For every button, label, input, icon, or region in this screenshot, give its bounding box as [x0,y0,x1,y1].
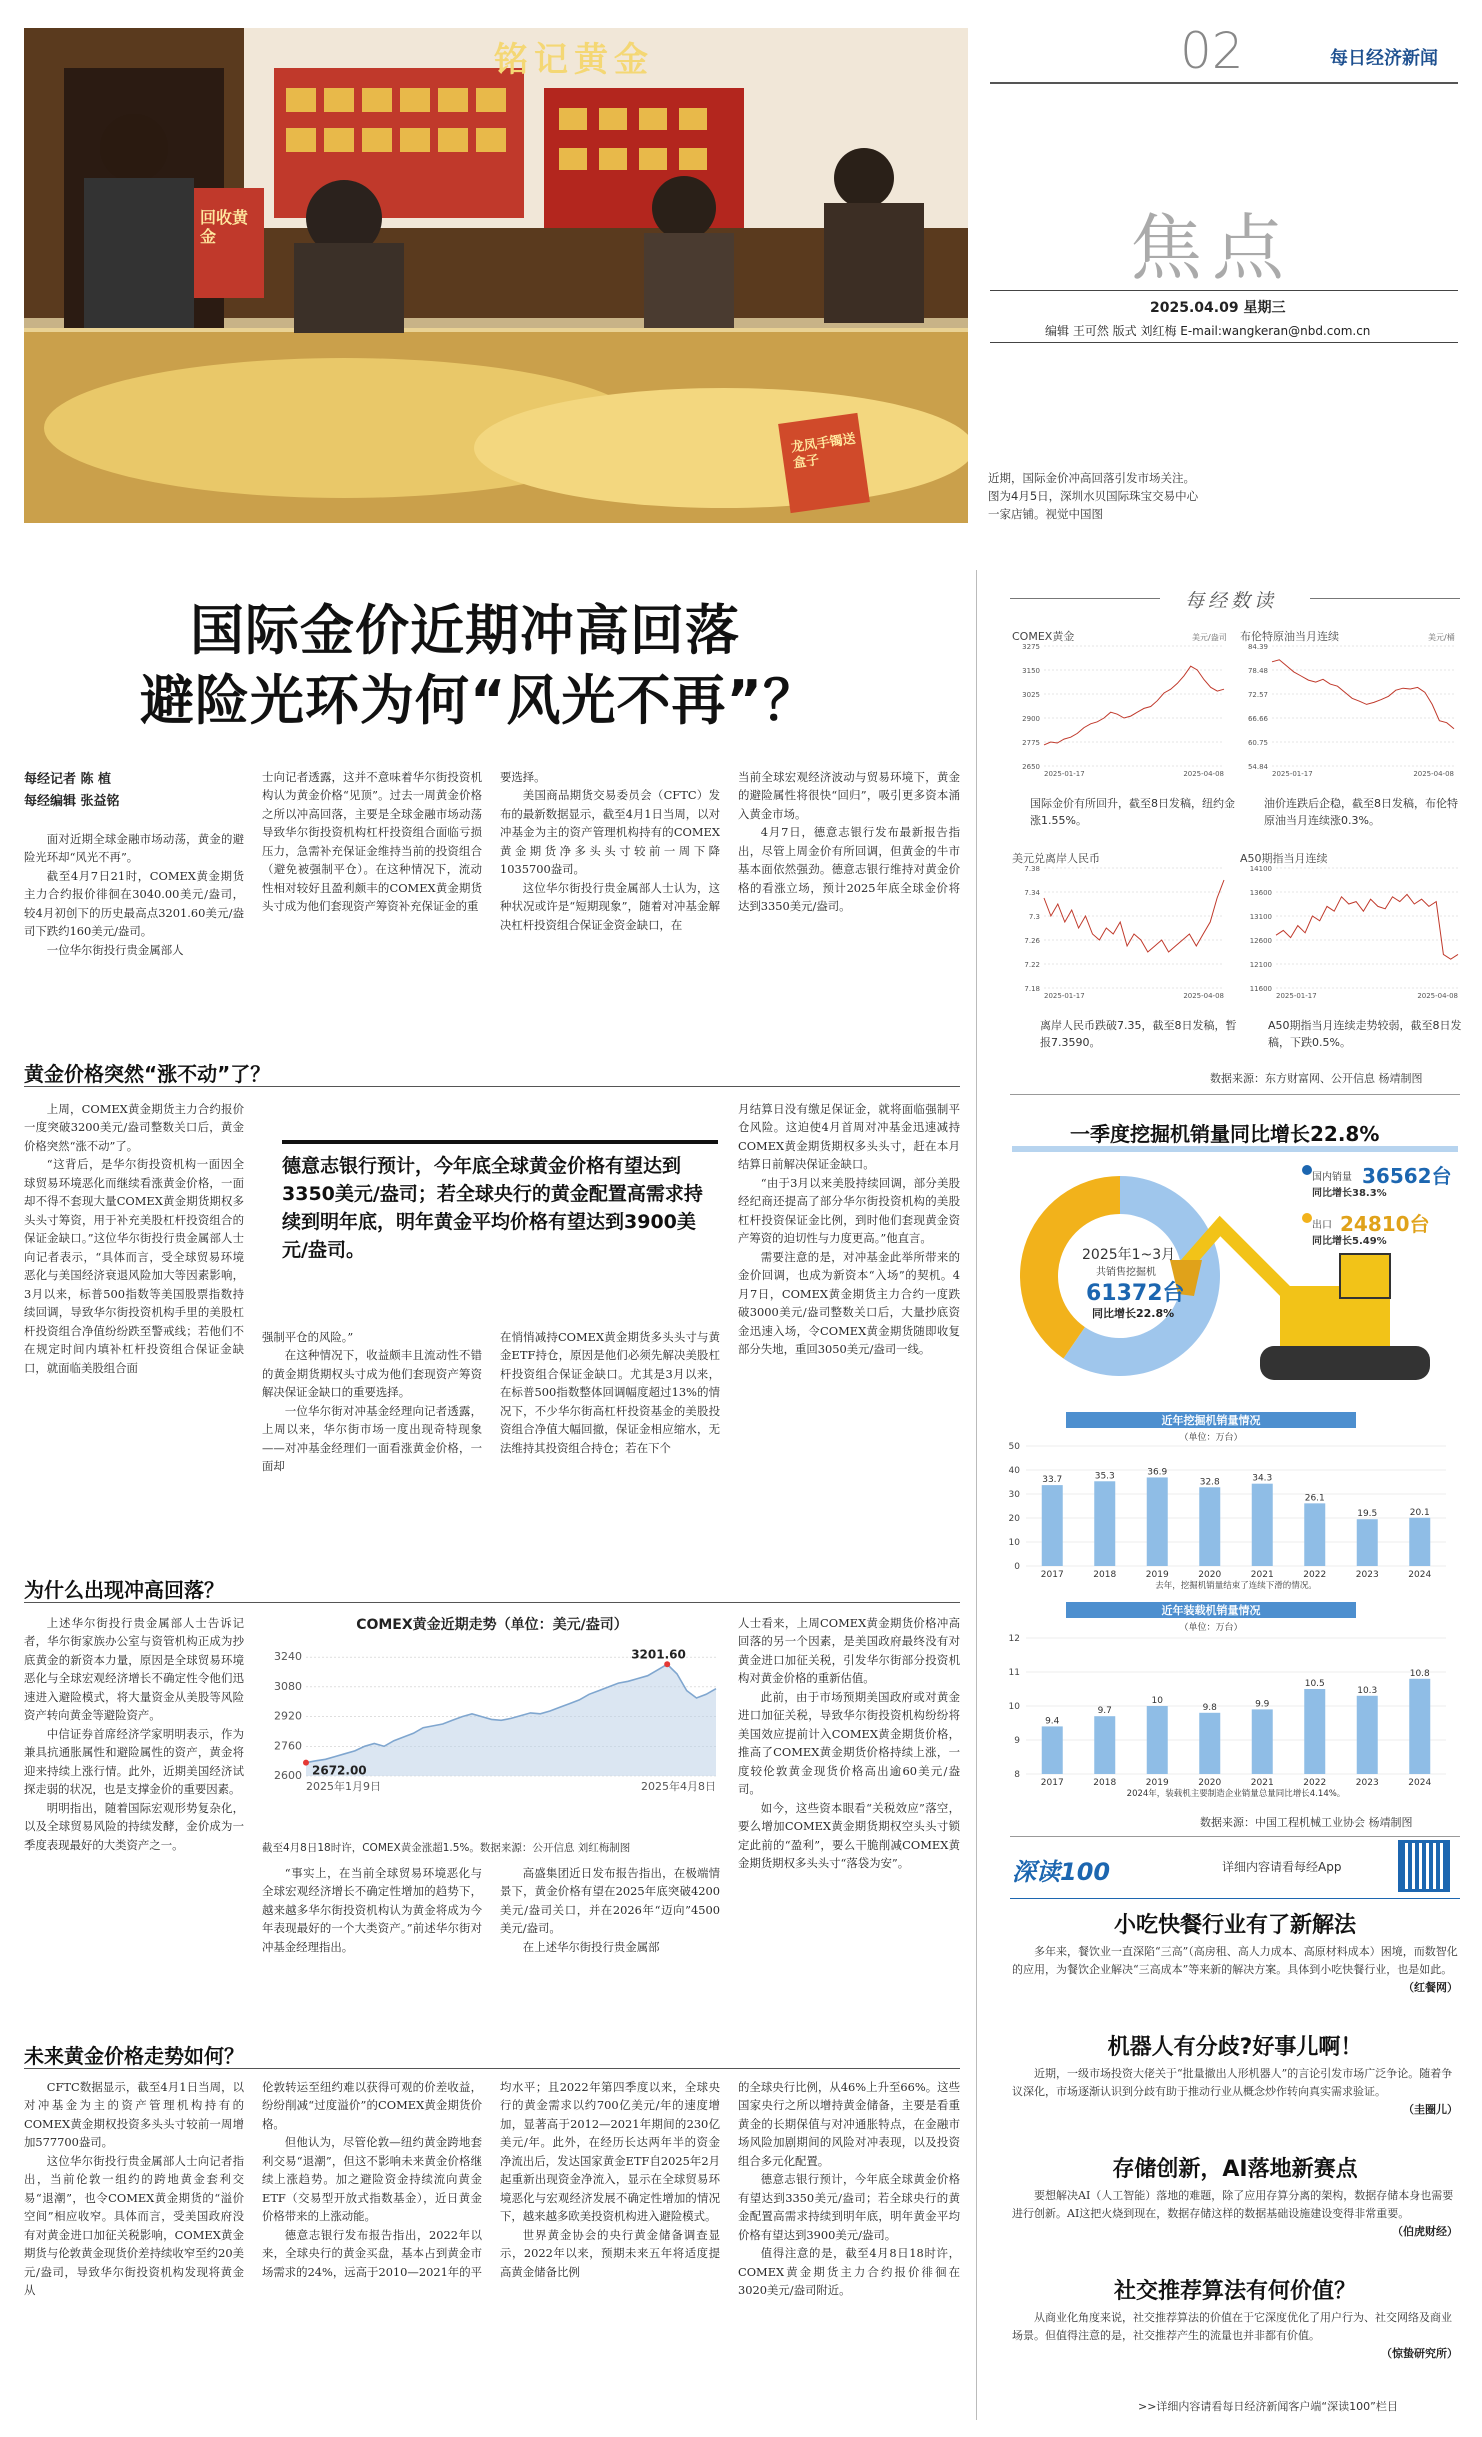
editor-line: 编辑 王可然 版式 刘红梅 E-mail:wangkeran@nbd.com.cn [1045,324,1371,338]
usdcnh-mini-chart [1010,862,1230,1012]
bar [1357,1696,1378,1774]
bar [1147,1477,1168,1566]
sec3-col-1: CFTC数据显示，截至4月1日当周，以对冲基金为主的资产管理机构持有的COMEX黄金期权投资多头头寸较前一周增加577700盎司。 这位华尔街投行贵金属部人士向记者指出，当前伦敦一组约的跨地黄金套利交易“退潮”，也令COMEX黄金期货的“溢价空间”相应收窄。具体而言，受美国政府没有对黄金进口加征关税影响，COMEX黄金期货与伦敦黄金现货价差持续收窄至约20美元/盎司，导致华尔街投资机构发现将黄金从 [24,2080,244,2298]
x-end-label: 2025年4月8日 [641,1780,716,1793]
bar [1409,1679,1430,1774]
bar [1199,1713,1220,1774]
column-divider [976,570,977,2420]
section-title: 焦点 [1130,206,1295,290]
bar [1199,1487,1220,1566]
intro-col-1: 面对近期全球金融市场动荡，黄金的避险光环却“风光不再”。 截至4月7日21时，COMEX黄金期货主力合约报价徘徊在3040.00美元/盎司，较4月初创下的历史最高点3201.60美元/盎司下跌约160美元/盎司。 一位华尔街投行贵金属部人 [24,832,244,957]
y-tick-label: 84.39 [1247,643,1268,651]
section2-rule [24,1602,960,1603]
excavator-bar-chart [1004,1410,1460,1600]
series-line [1044,666,1224,745]
y-tick-label: 2650 [1022,763,1040,771]
shuju-bottom-rule [1010,1094,1460,1095]
shuju-rule-right [1310,598,1460,599]
bar [1409,1518,1430,1566]
bar [1304,1503,1325,1566]
bar-value-label: 9.4 [1045,1716,1060,1727]
y-tick-label: 13600 [1249,889,1272,897]
x-tick-label: 2018 [1093,1778,1117,1788]
section3-rule [24,2068,960,2069]
dig-dom-yoy: 同比增长38.3% [1312,1188,1387,1199]
reporter-byline: 每经记者 陈 植 [24,772,112,787]
brent-mini-chart [1238,640,1460,790]
series-line [1276,894,1458,959]
excavator-title: 一季度挖掘机销量同比增长22.8% [1070,1122,1380,1146]
y-tick-label: 12100 [1249,961,1272,969]
intro-col-4: 当前全球宏观经济波动与贸易环境下，黄金的避险属性将很快“回归”，吸引更多资本涌入黄金市场。 4月7日，德意志银行发布最新报告指出，尽管上周金价有所回调，但黄金的牛市基本面依然强劲。德意志银行维持对黄金价格的看涨立场，预计2025年底全球金价将达到3350美元/盎司。 [738,770,960,914]
dujian-promo: 详细内容请看每经App [1222,1860,1342,1874]
x-start-label: 2025-01-17 [1276,992,1317,1000]
x-tick-label: 2023 [1355,1778,1379,1788]
y-tick-label: 40 [1008,1466,1020,1476]
y-tick-label: 11600 [1249,985,1272,993]
dig-total: 61372台 [1086,1281,1185,1306]
y-tick-label: 2920 [274,1709,302,1723]
x-end-label: 2025-04-08 [1413,770,1454,778]
section2-title: 为什么出现冲高回落？ [24,1578,224,1602]
dujian-item-2: 机器人有分歧?好事儿啊！ 近期，一级市场投资大佬关于“批量撤出人形机器人”的言论引发市场广泛争论。随着争议深化，市场逐渐认识到分歧有助于推动行业从概念炒作转向真实需求验证。 （圭圈儿） [1012,2035,1458,2117]
bar-value-label: 10 [1151,1696,1163,1706]
dujian-brand: 深读100 [1012,1858,1111,1886]
legend-dot-domestic [1302,1165,1312,1175]
y-tick-label: 3080 [274,1679,302,1693]
bar-value-label: 9.9 [1255,1699,1270,1710]
headline-line2: 避险光环为何“风光不再”？ [140,669,818,732]
storefront-photo [24,28,968,523]
section1-rule [24,1086,960,1087]
y-tick-label: 7.3 [1028,913,1040,921]
issue-date: 2025.04.09 星期三 [1150,300,1286,316]
excavator-donut [1010,1156,1458,1406]
bar-chart-unit: （单位：万台） [1179,1623,1243,1633]
y-tick-label: 0 [1014,1562,1020,1572]
bar-chart-note: 去年，挖掘机销量结束了连续下滑的情况。 [1155,1581,1317,1591]
x-tick-label: 2017 [1040,1570,1064,1580]
y-tick-label: 10 [1008,1702,1020,1712]
comex-mini-chart [1010,640,1230,790]
sec3-col-3: 均水平；且2022年第四季度以来，全球央行的黄金需求以约700亿美元/年的速度增加，显著高于2012—2021年期间的230亿美元/年。此外，在经历长达两年半的资金净流出后，发达国家黄金ETF自2025年2月起重新出现资金净流入，显示在全球贸易环境恶化与宏观经济发展不确定性增加的情况下，越来越多欧美投资机构进入避险模式。 世界黄金协会的央行黄金储备调查显示，2022年以来，预期未来五年将适度提高黄金储备比例 [500,2080,720,2279]
bar-value-label: 26.1 [1304,1493,1325,1504]
sec1-col-3: 在悄悄减持COMEX黄金期货多头头寸与黄金ETF持仓，原因是他们必须先解决美股杠杆投资组合保证金缺口。尤其是3月以来，在标普500指数整体回调幅度超过13%的情况下，不少华尔街高杠杆投资基金的美股投资组合净值大幅回撤，保证金相应缩水，无法维持其投资组合持仓；若在下个 [500,1330,720,1455]
bar-value-label: 10.3 [1357,1685,1378,1696]
bar-value-label: 32.8 [1199,1477,1220,1488]
panel4-caption: A50期指当月连续走势较弱，截至8日发稿，下跌0.5%。 [1268,1019,1462,1049]
panel3-caption: 离岸人民币跌破7.35，截至8日发稿，暂报7.3590。 [1040,1019,1237,1049]
y-tick-label: 30 [1008,1490,1020,1500]
sec1-col-1: 上周，COMEX黄金期货主力合约报价一度突破3200美元/盎司整数关口后，黄金价格突然“涨不动”了。 “这背后，是华尔街投资机构一面因全球贸易环境恶化而继续看涨黄金价格，一面却不得不套现大量COMEX黄金期货期权多头头寸筹资，用于补充美股杠杆投资组合的保证金缺口。”这位华尔街投行贵金属部人士向记者表示，“具体而言，受全球贸易环境恶化与美国经济衰退风险加大等因素影响，3月以来，标普500指数等美国股票指数持续回调，导致华尔街投资机构手里的美股杠杆投资组合净值纷纷跌至警戒线；若他们不在规定时间内填补杠杆投资组合保证金缺口，就面临美股组合面 [24,1102,244,1375]
y-tick-label: 72.57 [1247,691,1268,699]
y-tick-label: 7.34 [1024,889,1040,897]
x-start-label: 2025-01-17 [1272,770,1313,778]
editor-byline: 每经编辑 张益铭 [24,794,120,809]
y-tick-label: 78.48 [1247,667,1268,675]
dujian-item-1: 小吃快餐行业有了新解法 多年来，餐饮业一直深陷“三高”（高房租、高人力成本、高原材料成本）困境，而数智化的应用，为餐饮企业解决“三高成本”等来新的解决方案。具体到小吃快餐行业，也是如此。 （红餐网） [1012,1913,1458,1995]
x-tick-label: 2017 [1040,1778,1064,1788]
y-tick-label: 7.22 [1024,961,1040,969]
comex-chart-caption: 截至4月8日18时许，COMEX黄金涨超1.5%。数据来源：公开信息 刘红梅制图 [262,1842,631,1854]
bar-value-label: 9.8 [1202,1702,1217,1713]
y-tick-label: 12 [1008,1634,1020,1644]
excavator-track [1260,1346,1430,1380]
bar-value-label: 35.3 [1094,1471,1115,1482]
intro-col-2: 士向记者透露，这并不意味着华尔街投资机构认为黄金价格“见顶”。过去一周黄金价格之所以冲高回落，主要是全球金融市场动荡导致华尔街投资机构杠杆投资组合面临亏损压力，急需补充保证金维持当前的投资组合（避免被强制平仓）。在这种情况下，流动性相对较好且盈利颇丰的COMEX黄金期货头寸成为他们套现资产筹资补充保证金的重 [262,770,482,914]
sec2-col-2: “事实上，在当前全球贸易环境恶化与全球宏观经济增长不确定性增加的趋势下，越来越多华尔街投资机构认为黄金将成为今年表现最好的一个大类资产。”前述华尔街对冲基金经理指出。 [262,1866,482,1954]
legend-dot-export [1302,1213,1312,1223]
comex-chart-title: COMEX黄金近期走势（单位：美元/盎司） [356,1617,628,1633]
x-tick-label: 2020 [1198,1570,1222,1580]
bar-chart-title: 近年装载机销量情况 [1161,1604,1261,1617]
y-tick-label: 14100 [1249,865,1272,873]
bar-value-label: 10.5 [1304,1679,1325,1689]
dig-sub: 共销售挖掘机 [1096,1267,1156,1278]
x-tick-label: 2018 [1093,1570,1117,1580]
sec2-col-4: 人士看来，上周COMEX黄金期货价格冲高回落的另一个因素，是美国政府最终没有对黄金进口加征关税，引发华尔街部分投资机构对黄金价格的重新估值。 此前，由于市场预期美国政府或对黄金进口加征关税，导致华尔街投资机构纷纷将美国效应提前计入COMEX黄金期货价格，推高了COMEX黄金期货价格持续上涨，一度较伦敦黄金现货价格高出逾60美元/盎司。 如今，这些资本眼看“关税效应”落空，要么增加COMEX黄金期货期权空头头寸锁定此前的“盈利”，要么干脆削减COMEX黄金期货期权多头头寸“落袋为安”。 [738,1616,960,1871]
y-tick-label: 3025 [1022,691,1040,699]
header-rule-3 [990,342,1458,343]
y-tick-label: 10 [1008,1538,1020,1548]
dujian-item-4: 社交推荐算法有何价值？ 从商业化角度来说，社交推荐算法的价值在于它深度优化了用户行为、社交网络及商业场景。但值得注意的是，社交推荐产生的流量也并非都有价值。 （惊蛰研究所） [1012,2279,1458,2361]
section1-title: 黄金价格突然“涨不动”了？ [24,1062,271,1086]
qr-code [1398,1840,1450,1892]
x-start-label: 2025-01-17 [1044,770,1085,778]
sec2-col-3: 高盛集团近日发布报告指出，在极端情景下，黄金价格有望在2025年底突破4200美元/盎司关口，并在2026年“迈向”4500美元/盎司。 在上述华尔街投行贵金属部 [500,1866,720,1954]
intro-col-3: 要选择。 美国商品期货交易委员会（CFTC）发布的最新数据显示，截至4月1日当周，以对冲基金为主的资产管理机构持有的COMEX黄金期货净多头头寸较前一周下降1035700盎司。 这位华尔街投行贵金属部人士认为，这种状况或许是“短期现象”，随着对冲基金解决杠杆投资组合保证金资金缺口，在 [500,770,720,932]
header-rule-2 [990,290,1458,291]
high-label: 3201.60 [631,1647,686,1662]
headline-line1: 国际金价近期冲高回落 [190,599,740,662]
dig-exp-value: 24810台 [1340,1212,1430,1236]
source2: 数据来源：中国工程机械工业协会 杨靖制图 [1200,1816,1413,1829]
sec1-col-4: 月结算日没有缴足保证金，就将面临强制平仓风险。这迫使4月首周对冲基金迅速减持COMEX黄金期货期权多头头寸，赶在本月结算日前解决保证金缺口。 “由于3月以来美股持续回调，部分美股经纪商还提高了部分华尔街投资机构的美股杠杆投资保证金比例，到时他们套现黄金资产筹资的迫切性与力度更高。”他直言。 需要注意的是，对冲基金此举所带来的金价回调，也成为新资本“入场”的契机。4月7日，COMEX黄金期货主力合约一度跌破3000美元/盎司整数关口后，大量抄底资金迅速入场，令COMEX黄金期货随即收复部分失地，重回3050美元/盎司一线。 [738,1102,960,1357]
y-tick-label: 11 [1008,1668,1020,1678]
photo-caption: 近期，国际金价冲高回落引发市场关注。图为4月5日，深圳水贝国际珠宝交易中心一家店铺。视觉中国图 [988,471,1199,521]
box-sign: 龙凤手镯送盒子 [790,431,857,472]
pull-quote: 德意志银行预计，今年底全球黄金价格有望达到3350美元/盎司；若全球央行的黄金配置高需求持续到明年底，明年黄金平均价格有望达到3900美元/盎司。 [282,1140,718,1264]
area-fill [306,1664,716,1776]
panel1-title: COMEX黄金 [1012,630,1075,643]
x-tick-label: 2022 [1303,1570,1327,1580]
bar-chart-note: 2024年，装载机主要制造企业销量总量同比增长4.14%。 [1126,1789,1346,1799]
store-sign: 铭记黄金 [494,40,654,80]
y-tick-label: 2775 [1022,739,1040,747]
a50-mini-chart [1238,862,1460,1012]
panel1-unit: 美元/盎司 [1192,633,1227,642]
y-tick-label: 8 [1014,1770,1020,1780]
shuju-rule-left [1010,598,1160,599]
y-tick-label: 2900 [1022,715,1040,723]
y-tick-label: 2760 [274,1739,302,1753]
panel3-title: 美元兑离岸人民币 [1012,852,1100,865]
section3-title: 未来黄金价格走势如何？ [24,2044,244,2068]
bar-value-label: 33.7 [1042,1475,1063,1486]
x-tick-label: 2021 [1250,1570,1274,1580]
x-end-label: 2025-04-08 [1417,992,1458,1000]
comex-line-chart [262,1636,722,1806]
panel2-unit: 美元/桶 [1428,633,1455,642]
dujian-item-3: 存储创新，AI落地新赛点 要想解决AI（人工智能）落地的难题，除了应用存算分离的架构，数据存储本身也需要进行创新。AI这把火烧到现在，数据存储这样的数据基础设施建设变得非常重要。 （伯虎财经） [1012,2157,1458,2239]
bar-value-label: 34.3 [1252,1473,1273,1484]
bar [1042,1485,1063,1566]
x-tick-label: 2019 [1145,1778,1169,1788]
x-tick-label: 2024 [1408,1778,1432,1788]
loader-bar-chart [1004,1600,1460,1810]
excavator-cab [1340,1254,1390,1298]
y-tick-label: 3240 [274,1650,302,1664]
shuju-title: 每经数读 [1185,590,1278,612]
series-line [1272,660,1454,729]
source1: 数据来源：东方财富网、公开信息 杨靖制图 [1210,1072,1423,1085]
y-tick-label: 12600 [1249,937,1272,945]
bar [1094,1481,1115,1566]
y-tick-label: 3150 [1022,667,1040,675]
panel4-title: A50期指当月连续 [1240,852,1328,865]
bar-value-label: 19.5 [1357,1509,1378,1520]
x-start-label: 2025年1月9日 [306,1780,381,1793]
x-end-label: 2025-04-08 [1183,992,1224,1000]
sec3-col-4: 的全球央行比例，从46%上升至66%。这些国家央行之所以增持黄金储备，主要是看重黄金的长期保值与对冲通胀特点，在金融市场风险加剧期间的风险对冲表现，以及投资组合多元化配置。 德意志银行预计，今年底全球黄金价格有望达到3350美元/盎司；若全球央行的黄金配置高需求持续到明年底，明年黄金平均价格有望达到3900美元/盎司。 值得注意的是，截至4月8日18时许，COMEX黄金期货主力合约报价徘徊在3020美元/盎司附近。 [738,2080,960,2298]
bar-value-label: 10.8 [1409,1668,1430,1679]
y-tick-label: 20 [1008,1514,1020,1524]
recycle-sign: 回收黄金 [200,208,249,247]
high-point [664,1661,670,1667]
bar-value-label: 9.7 [1097,1706,1112,1717]
x-start-label: 2025-01-17 [1044,992,1085,1000]
dujian-footer[interactable]: >>详细内容请看每日经济新闻客户端“深读100”栏目 [1138,2400,1398,2413]
sec3-col-2: 伦敦转运至纽约难以获得可观的价差收益，纷纷削减“过度溢价”的COMEX黄金期货价格。 但他认为，尽管伦敦—纽约黄金跨地套利交易“退潮”，但这不影响未来黄金价格继续上涨趋势。加之避险资金持续流向黄金ETF（交易型开放式指数基金），近日黄金价格带来的上涨动能。 德意志银行发布报告指出，2022年以来，全球央行的黄金买盘，基本占到黄金市场需求的24%，远高于2010—2021年的平 [262,2080,482,2279]
bar-value-label: 36.9 [1147,1467,1168,1478]
y-tick-label: 7.18 [1024,985,1040,993]
low-label: 2672.00 [312,1763,367,1778]
comex-chart [262,1614,722,1824]
bar [1304,1689,1325,1774]
bar [1042,1726,1063,1774]
page-number: 02 [1180,22,1244,80]
y-tick-label: 7.38 [1024,865,1040,873]
bar [1252,1709,1273,1774]
y-tick-label: 7.26 [1024,937,1040,945]
brand-name: 每日经济新闻 [1330,48,1438,69]
dig-dom-value: 36562台 [1362,1164,1452,1188]
x-end-label: 2025-04-08 [1183,770,1224,778]
bar [1252,1484,1273,1566]
bar [1357,1519,1378,1566]
dig-exp-label: 出口 [1312,1220,1332,1231]
y-tick-label: 2600 [274,1769,302,1782]
dig-exp-yoy: 同比增长5.49% [1312,1236,1387,1247]
dig-total-yoy: 同比增长22.8% [1092,1307,1175,1320]
bar-chart-unit: （单位：万台） [1179,1433,1243,1443]
y-tick-label: 13100 [1249,913,1272,921]
sec1-col-2: 强制平仓的风险。” 在这种情况下，收益颇丰且流动性不错的黄金期货期权头寸成为他们套现资产筹资解决保证金缺口的重要选择。 一位华尔街对冲基金经理向记者透露，上周以来，华尔街市场一度出现奇特现象——对冲基金经理们一面看涨黄金价格，一面却 [262,1330,482,1474]
x-tick-label: 2021 [1250,1778,1274,1788]
panel1-caption: 国际金价有所回升，截至8日发稿，纽约金涨1.55%。 [1030,797,1235,827]
x-tick-label: 2019 [1145,1570,1169,1580]
bar-value-label: 20.1 [1409,1507,1430,1518]
y-tick-label: 50 [1008,1442,1020,1452]
x-tick-label: 2023 [1355,1570,1379,1580]
x-tick-label: 2024 [1408,1570,1432,1580]
excavator-bottom-rule [1010,1836,1460,1837]
bar [1147,1706,1168,1774]
header-rule [990,82,1458,84]
y-tick-label: 66.66 [1247,715,1268,723]
y-tick-label: 9 [1014,1736,1020,1746]
dig-period: 2025年1~3月 [1082,1247,1176,1263]
x-tick-label: 2020 [1198,1778,1222,1788]
excavator-title-bar [1012,1146,1458,1152]
y-tick-label: 54.84 [1247,763,1268,771]
y-tick-label: 60.75 [1247,739,1268,747]
low-point [303,1760,309,1766]
panel2-title: 布伦特原油当月连续 [1240,630,1339,643]
y-tick-label: 3275 [1022,643,1040,651]
x-tick-label: 2022 [1303,1778,1327,1788]
panel2-caption: 油价连跌后企稳，截至8日发稿，布伦特原油当月连续涨0.3%。 [1264,797,1458,827]
sec2-col-1: 上述华尔街投行贵金属部人士告诉记者，华尔街家族办公室与资管机构正成为抄底黄金的新资本力量，原因是全球贸易环境恶化与全球宏观经济增长不确定性令他们迅速进入避险模式，将大量资金从美股等风险资产转向黄金等避险资产。 中信证券首席经济学家明明表示，作为兼具抗通胀属性和避险属性的资产，黄金将迎来持续上涨行情。此外，近期美国经济试探走弱的状况，也是支撑金价的重要因素。 明明指出，随着国际宏观形势复杂化，以及全球贸易风险的持续发酵，金价成为一季度表现最好的大类资产之一。 [24,1616,244,1852]
bar-chart-title: 近年挖掘机销量情况 [1161,1414,1261,1427]
bar [1094,1716,1115,1774]
dig-dom-label: 国内销量 [1312,1172,1352,1183]
dujian-rule [1010,1898,1460,1899]
